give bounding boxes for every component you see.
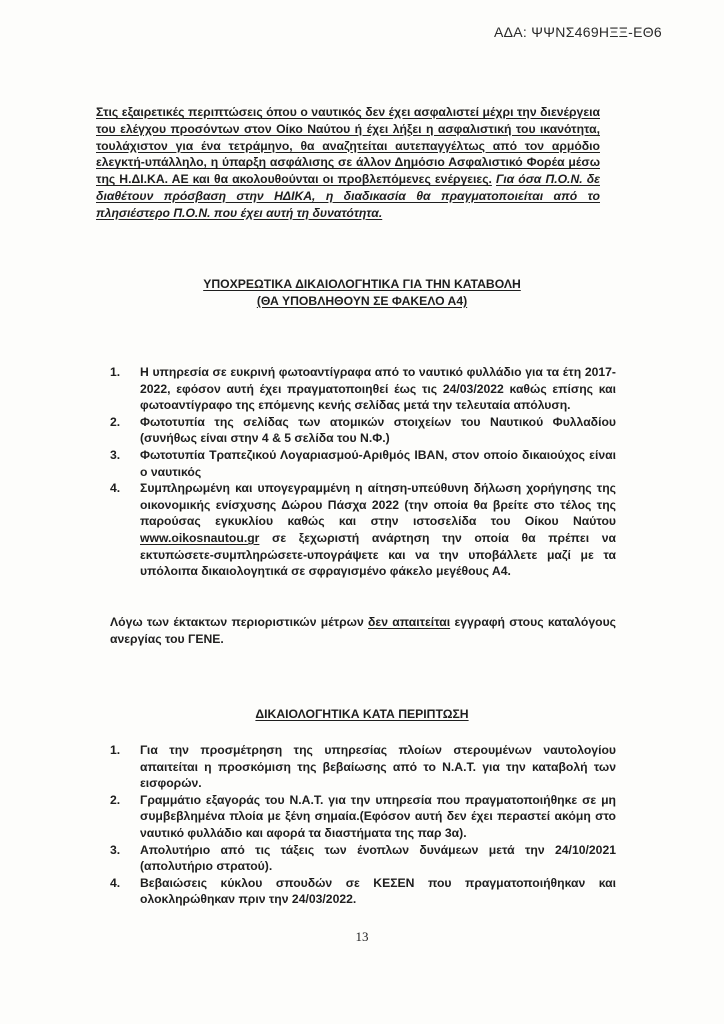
list-item-text: Φωτοτυπία της σελίδας των ατομικών στοιχείων του Ναυτικού Φυλλαδίου (συνήθως είναι στην 4 & 5 σελίδα του Ν.Φ.) [140, 414, 616, 446]
section1-title-line2: (ΘΑ ΥΠΟΒΛΗΘΟΥΝ ΣΕ ΦΑΚΕΛΟ Α4) [256, 294, 468, 308]
list-item-text: Βεβαιώσεις κύκλου σπουδών σε ΚΕΣΕΝ που πραγματοποιήθηκαν και ολοκληρώθηκαν πριν την 24/03/2022. [140, 875, 616, 907]
list-item-text: Γραμμάτιο εξαγοράς του Ν.Α.Τ. για την υπηρεσία που πραγματοποιήθηκε σε μη συμβεβλημένα πλοία με ξένη σημαία.(Εφόσον αυτή δεν έχει περαστεί ακόμη στο ναυτικό φυλλάδιο και αφορά τα διαστήματα της παρ 3α). [140, 792, 616, 840]
list-item [110, 364, 616, 414]
list-item [110, 480, 616, 580]
list-item-text [140, 480, 616, 580]
list-item [110, 842, 616, 875]
list-item-number: 3. [110, 842, 121, 857]
section2-title: ΔΙΚΑΙΟΛΟΓΗΤΙΚΑ ΚΑΤΑ ΠΕΡΙΠΤΩΣΗ [255, 707, 469, 721]
list-item-text-a: Συμπληρωμένη και υπογεγραμμένη η αίτηση-υπεύθυνη δήλωση χορήγησης της οικονομικής ενίσχυσης Δώρου Πάσχα 2022 (την οποία θα βρείτε στο τέλος της παρούσας εγκυκλίου καθώς και στην ιστοσελίδα του Οίκου Ναύτου [140, 481, 616, 529]
unemployment-note [110, 614, 616, 648]
list-item-number: 1. [110, 743, 121, 757]
intro-italic-text: Για όσα Π.Ο.Ν. δε διαθέτουν πρόσβαση στην ΗΔΙΚΑ, η διαδικασία θα πραγματοποιείται από το πλησιέστερο Π.Ο.Ν. που έχει αυτή τη δυνατότητα. [96, 172, 600, 220]
intro-paragraph [96, 104, 600, 222]
list-item [110, 792, 616, 842]
ada-code: ΑΔΑ: ΨΨΝΣ469ΗΞΞ-ΕΘ6 [493, 24, 662, 40]
list-item-number: 1. [110, 365, 121, 379]
list-item-number: 4. [110, 875, 121, 890]
list-item [110, 875, 616, 908]
website-link[interactable]: www.oikosnautou.gr [140, 530, 260, 545]
list-item [110, 447, 616, 480]
list-item-text: Απολυτήριο από τις τάξεις των ένοπλων δυνάμεων μετά την 24/10/2021 (απολυτήριο στρατού). [140, 842, 616, 874]
list-item-text-b: σε ξεχωριστή ανάρτηση την οποία θα πρέπει να εκτυπώσετε-συμπληρώσετε-υπογράψετε και να την υποβάλλετε μαζί με τα υπόλοιπα δικαιολογητικά σε σφραγισμένο φάκελο μεγέθους Α4. [140, 530, 616, 579]
list-item-text: Για την προσμέτρηση της υπηρεσίας πλοίων στερουμένων ναυτολογίου απαιτείται η προσκόμιση της βεβαίωσης από το Ν.Α.Τ. για την καταβολή των εισφορών. [140, 743, 616, 791]
intro-underlined-text: Στις εξαιρετικές περιπτώσεις όπου ο ναυτικός δεν έχει ασφαλιστεί μέχρι την διενέργεια του ελέγχου προσόντων στον Οίκο Ναύτου ή έχει λήξει η ασφαλιστική του ικανότητα, τουλάχιστον για ένα τετράμηνο, θα αναζητείται αυτεπαγγέλτως από τον αρμόδιο ελεγκτή-υπάλληλο, η ύπαρξη ασφάλισης σε άλλον Δημόσιο Ασφαλιστικό Φορέα μέσω της Η.ΔΙ.ΚΑ. ΑΕ και θα ακολουθούνται οι προβλεπόμενες ενέργειες. [96, 105, 600, 187]
note-text-after: εγγραφή στους καταλόγους ανεργίας του ΓΕΝΕ. [110, 615, 617, 646]
mandatory-documents-list [110, 364, 616, 580]
list-item-text: Η υπηρεσία σε ευκρινή φωτοαντίγραφα από το ναυτικό φυλλάδιο για τα έτη 2017-2022, εφόσον αυτή έχει πραγματοποιηθεί έως τις 24/03/2022 καθώς επίσης και φωτοαντίγραφο της επόμενης κενής σελίδας μετά την τελευταία απόλυση. [140, 365, 616, 413]
list-item-number: 2. [110, 414, 121, 429]
list-item-number: 2. [110, 792, 121, 807]
note-underlined-text: δεν απαιτείται [368, 615, 451, 629]
page-number: 13 [355, 929, 369, 944]
list-item [110, 742, 616, 792]
list-item-text: Φωτοτυπία Τραπεζικού Λογαριασμού-Αριθμός ΙΒΑΝ, στον οποίο δικαιούχος είναι ο ναυτικός [140, 447, 616, 479]
list-item [110, 414, 616, 447]
list-item-number: 3. [110, 447, 121, 462]
section1-title-line1: ΥΠΟΧΡΕΩΤΙΚΑ ΔΙΚΑΙΟΛΟΓΗΤΙΚΑ ΓΙΑ ΤΗΝ ΚΑΤΑΒΟΛΗ [203, 277, 521, 291]
list-item-number: 4. [110, 481, 121, 496]
note-text-before: Λόγω των έκτακτων περιοριστικών μέτρων [110, 615, 364, 629]
case-documents-list [110, 742, 616, 908]
